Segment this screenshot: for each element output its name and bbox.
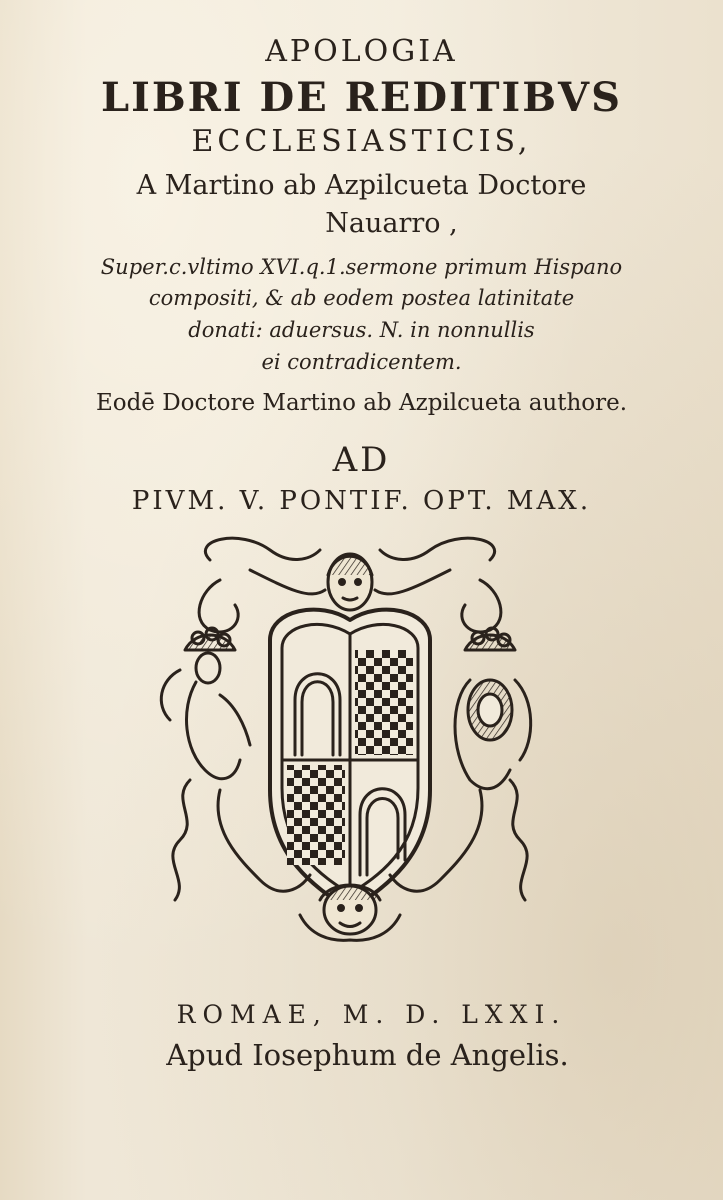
subtitle-line-2: compositi, & ab eodem postea latinitate	[148, 286, 575, 310]
title-line-ecclesiasticis: ECCLESIASTICIS,	[191, 124, 532, 159]
dedication-pope: PIVM. V. PONTIF. OPT. MAX.	[131, 486, 592, 516]
author-line-nauarro: Nauarro ,	[325, 208, 458, 239]
author-line: A Martino ab Azpilcueta Doctore	[136, 170, 587, 201]
title-line-apologia: APOLOGIA	[265, 34, 458, 69]
authorship-line: Eodē Doctore Martino ab Azpilcueta authore.	[95, 390, 628, 416]
title-line-main: LIBRI DE REDITIBVS	[101, 74, 622, 121]
subtitle-line-3: donati: aduersus. N. in nonnullis	[188, 318, 535, 342]
coat-of-arms-woodcut-icon	[150, 530, 550, 950]
dedication-ad: AD	[332, 440, 391, 480]
subtitle-line-1: Super.c.vltimo XVI.q.1.sermone primum Hispano	[100, 255, 623, 279]
subtitle-line-4: ei contradicentem.	[261, 350, 462, 374]
imprint-place-date: ROMAE, M. D. LXXI.	[176, 1000, 567, 1029]
imprint-printer: Apud Iosephum de Angelis.	[166, 1038, 569, 1072]
